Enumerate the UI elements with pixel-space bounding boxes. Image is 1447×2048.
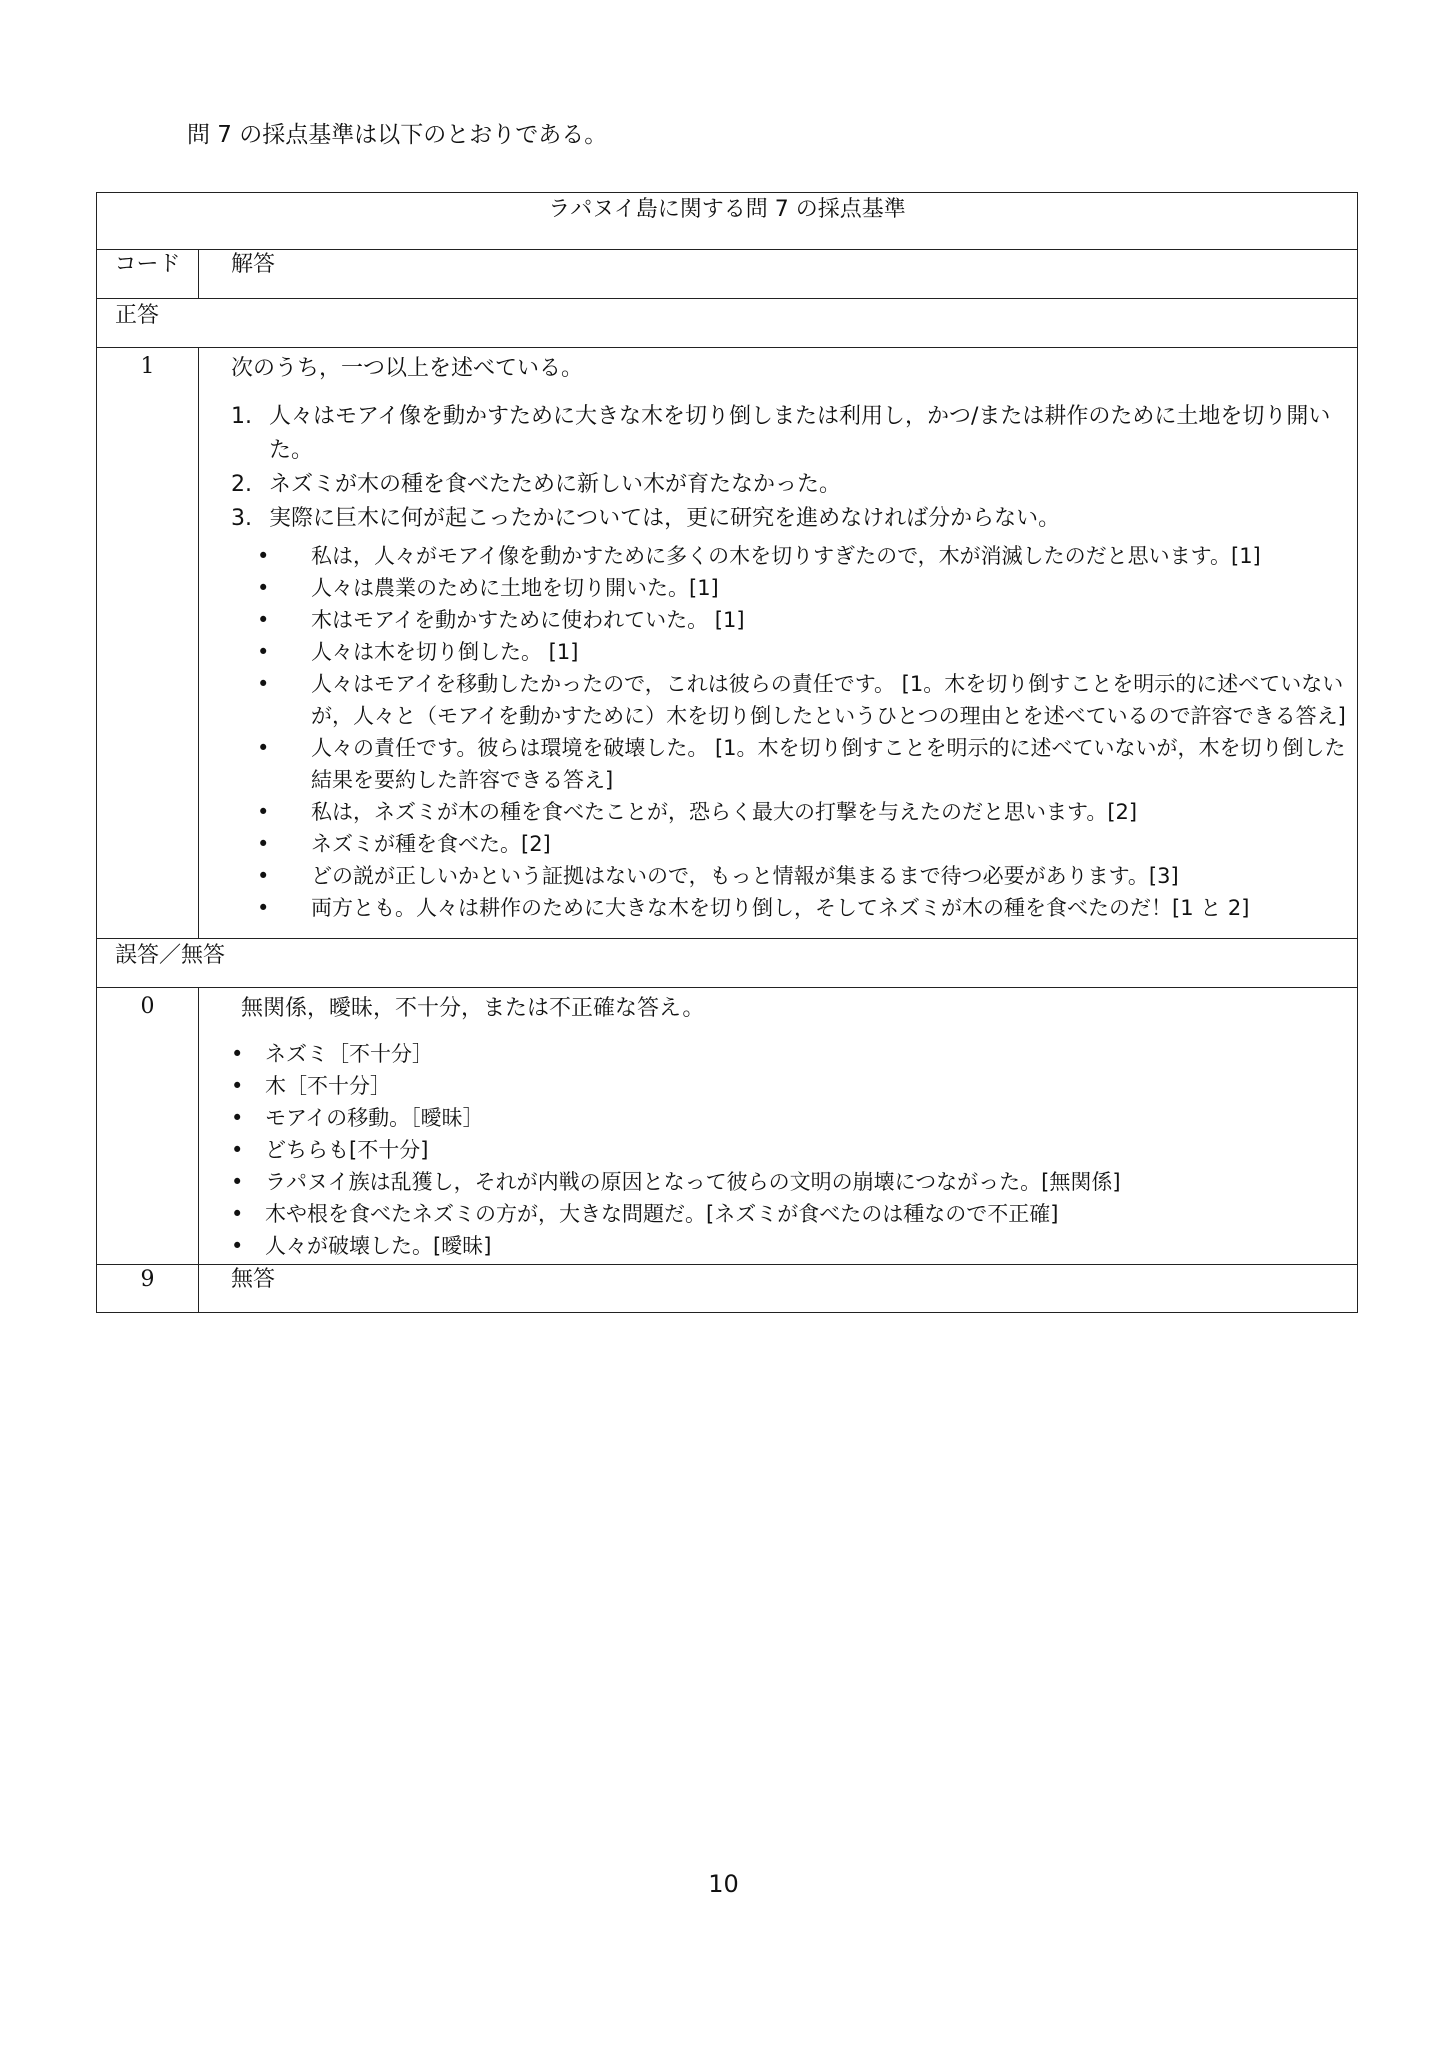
correct-examples-list: [231, 540, 1357, 924]
example-item: • どの説が正しいかという証拠はないので，もっと情報が集まるまで待つ必要があります。[3]: [231, 860, 1347, 892]
example-item: • モアイの移動。［曖昧］: [199, 1102, 1357, 1134]
example-item: • 木や根を食べたネズミの方が，大きな問題だ。[ネズミが食べたのは種なので不正確]: [199, 1198, 1357, 1230]
incorrect-lead: 無関係，曖昧，不十分，または不正確な答え。: [241, 996, 705, 1021]
example-item: • ネズミ［不十分］: [199, 1038, 1357, 1070]
bullet-icon: •: [231, 1234, 244, 1258]
example-item: • 私は，ネズミが木の種を食べたことが，恐らく最大の打撃を与えたのだと思います。[2]: [231, 796, 1347, 828]
point-item: 1. 人々はモアイ像を動かすために大きな木を切り倒しまたは利用し，かつ/または耕作のために土地を切り開いた。: [231, 404, 1331, 463]
bullet-icon: •: [257, 608, 270, 632]
header-code: コード: [97, 250, 199, 299]
example-item: • 人々が破壊した。[曖昧]: [199, 1230, 1357, 1262]
example-item: • 両方とも。人々は耕作のために大きな木を切り倒し，そしてネズミが木の種を食べたのだ！[1 と 2]: [231, 892, 1347, 924]
header-row: [97, 250, 1358, 299]
table-title: ラパヌイ島に関する問 7 の採点基準: [97, 193, 1358, 250]
correct-lead: 次のうち，一つ以上を述べている。: [231, 356, 584, 381]
bullet-icon: •: [257, 832, 270, 856]
header-answer: 解答: [199, 250, 1358, 299]
example-item: • 人々は木を切り倒した。 [1]: [231, 636, 1347, 668]
correct-points-list: [231, 400, 1357, 536]
point-item: 2. ネズミが木の種を食べたために新しい木が育たなかった。: [231, 472, 842, 497]
example-item: • ネズミが種を食べた。[2]: [231, 828, 1347, 860]
bullet-icon: •: [231, 1138, 244, 1162]
incorrect-answer-cell: [199, 988, 1358, 1265]
bullet-icon: •: [257, 864, 270, 888]
example-item: • ラパヌイ族は乱獲し，それが内戦の原因となって彼らの文明の崩壊につながった。[無関係]: [199, 1166, 1357, 1198]
bullet-icon: •: [231, 1106, 244, 1130]
example-item: • 人々は農業のために土地を切り開いた。[1]: [231, 572, 1347, 604]
example-item: • どちらも[不十分]: [199, 1134, 1357, 1166]
bullet-icon: •: [257, 896, 270, 920]
bullet-icon: •: [257, 672, 270, 696]
no-answer-code: 9: [97, 1265, 199, 1313]
point-item: 3. 実際に巨木に何が起こったかについては，更に研究を進めなければ分からない。: [231, 506, 1061, 531]
no-answer-text: 無答: [199, 1265, 1358, 1313]
example-item: • 私は，人々がモアイ像を動かすために多くの木を切りすぎたので，木が消滅したのだと思います。[1]: [231, 540, 1347, 572]
bullet-icon: •: [231, 1202, 244, 1226]
example-item: • 木はモアイを動かすために使われていた。 [1]: [231, 604, 1347, 636]
bullet-icon: •: [257, 800, 270, 824]
bullet-icon: •: [257, 544, 270, 568]
page-number: 10: [708, 1870, 739, 1898]
bullet-icon: •: [257, 736, 270, 760]
example-item: • 木［不十分］: [199, 1070, 1357, 1102]
bullet-icon: •: [257, 640, 270, 664]
example-item: • 人々の責任です。彼らは環境を破壊した。 [1。木を切り倒すことを明示的に述べていないが，木を切り倒した結果を要約した許容できる答え]: [231, 732, 1347, 796]
bullet-icon: •: [231, 1074, 244, 1098]
bullet-icon: •: [231, 1042, 244, 1066]
correct-code: 1: [97, 348, 199, 939]
incorrect-examples-list: [199, 1038, 1357, 1262]
example-item: • 人々はモアイを移動したかったので，これは彼らの責任です。 [1。木を切り倒すことを明示的に述べていないが，人々と（モアイを動かすために）木を切り倒したというひとつの理由とを述べているので許容できる答え]: [231, 668, 1347, 732]
bullet-icon: •: [231, 1170, 244, 1194]
correct-row: [97, 348, 1358, 939]
correct-section-label: 正答: [97, 299, 1358, 348]
intro-text: 問 7 の採点基準は以下のとおりである。: [187, 122, 608, 148]
scoring-rubric-table: [96, 192, 1358, 1313]
correct-answer-cell: [199, 348, 1358, 939]
incorrect-code: 0: [97, 988, 199, 1265]
incorrect-row: [97, 988, 1358, 1265]
incorrect-section-label: 誤答／無答: [97, 939, 1358, 988]
no-answer-row: [97, 1265, 1358, 1313]
bullet-icon: •: [257, 576, 270, 600]
